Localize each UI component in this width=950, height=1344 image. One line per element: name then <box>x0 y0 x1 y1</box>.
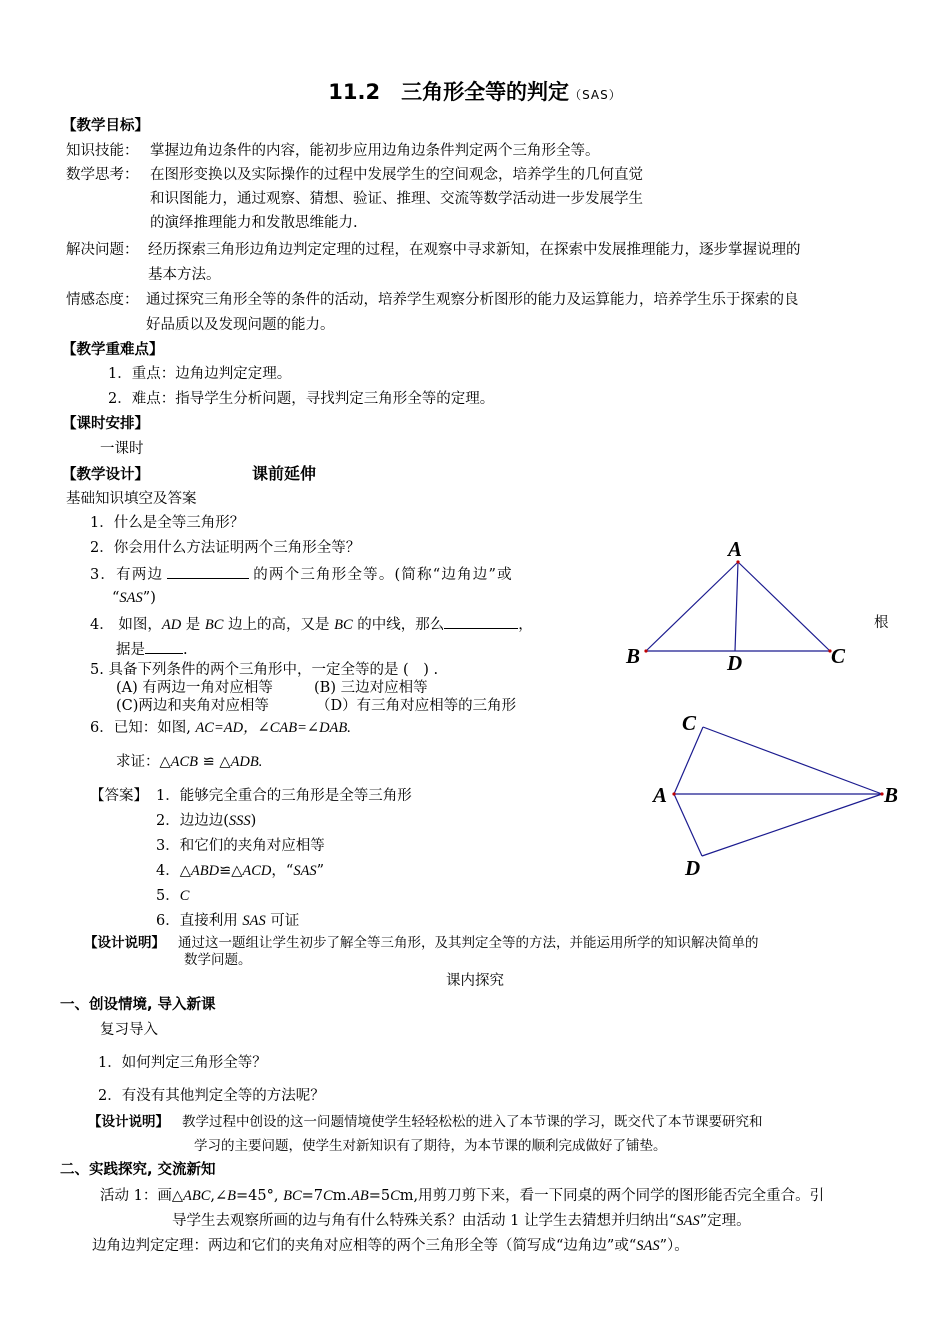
emotion-line1: 通过探究三角形全等的条件的活动，培养学生观察分析图形的能力及运算能力，培养学生乐于探索的良 <box>146 292 799 308</box>
label-d: D <box>685 856 701 880</box>
section-title-preview: 课前延伸 <box>252 464 317 483</box>
problem-line1: 经历探索三角形边角边判定定理的过程，在观察中寻求新知，在探索中发展推理能力，逐步掌握说理的 <box>148 242 801 258</box>
option-a: (A) 有两边一角对应相等 <box>116 680 273 696</box>
answer-1: 1．能够完全重合的三角形是全等三角形 <box>156 788 412 804</box>
keypoint-1: 1．重点：边角边判定定理。 <box>108 366 292 382</box>
question-3: 3．有两边 的两个三角形全等。(简称“边角边”或 <box>90 564 513 584</box>
proof-statement: 求证：△ACB ≌ △ADB. <box>116 754 263 770</box>
question-5: 5. 具备下列条件的两个三角形中，一定全等的是 ( ) . <box>90 662 439 678</box>
schedule-heading: 【课时安排】 <box>62 416 149 432</box>
activity-1-line2: 导学生去观察所画的边与角有什么特殊关系？由活动 1 让学生去猜想并归纳出“SAS”定理。 <box>172 1213 751 1229</box>
activity-1-line1: 活动 1：画△ABC,∠B=45°, BC=7Cm.AB=5Cm,用剪刀剪下来，看一下同桌的两个同学的图形能否完全重合。引 <box>100 1188 825 1204</box>
answer-3: 3．和它们的夹角对应相等 <box>156 838 325 854</box>
design-heading: 【教学设计】 <box>62 467 149 483</box>
label-d: D <box>727 651 743 675</box>
question-1: 1．什么是全等三角形？ <box>90 515 245 531</box>
label-a: A <box>728 537 743 561</box>
emotion-label: 情感态度： <box>66 292 139 308</box>
answer-4: 4．△ABD≌△ACD，“SAS” <box>156 863 325 879</box>
section-2-heading: 二、实践探究, 交流新知 <box>60 1162 216 1178</box>
title-suffix: （SAS） <box>569 88 622 102</box>
keypoint-2: 2．难点：指导学生分析问题，寻找判定三角形全等的定理。 <box>108 391 495 407</box>
label-b: B <box>626 644 641 668</box>
label-c: C <box>831 644 846 668</box>
design-note-2-line1: 教学过程中创设的这一问题情境使学生轻轻松松的进入了本节课的学习，既交代了本节课要研究和 <box>182 1114 763 1130</box>
kite-figure-2 <box>645 705 915 885</box>
design-intro: 基础知识填空及答案 <box>66 491 197 507</box>
label-b: B <box>884 783 899 807</box>
keypoints-heading: 【教学重难点】 <box>62 342 164 358</box>
vertex-a-dot <box>672 792 675 795</box>
question-4: 4． 如图，AD 是 BC 边上的高，又是 BC 的中线，那么 ， <box>90 614 533 634</box>
knowledge-label: 知识技能： <box>66 143 139 159</box>
label-c: C <box>682 711 697 735</box>
option-d: （D）有三角对应相等的三角形 <box>316 698 517 714</box>
review-label: 复习导入 <box>100 1022 158 1038</box>
problem-label: 解决问题： <box>66 242 139 258</box>
inclass-title: 课内探究 <box>446 973 504 989</box>
triangle-abc-lines <box>646 562 830 651</box>
design-note-1-line1: 通过这一题组让学生初步了解全等三角形，及其判定全等的方法，并能运用所学的知识解决简单的 <box>178 935 759 951</box>
design-note-2-line2: 学习的主要问题，使学生对新知识有了期待，为本节课的顺利完成做好了铺垫。 <box>194 1138 667 1154</box>
answer-5: 5．C <box>156 888 190 904</box>
design-note-label-2: 【设计说明】 <box>88 1114 169 1130</box>
knowledge-text: 掌握边角边条件的内容，能初步应用边角边条件判定两个三角形全等。 <box>150 143 600 159</box>
answer-label: 【答案】 <box>90 788 148 804</box>
option-c: (C)两边和夹角对应相等 <box>116 698 269 714</box>
question-4-genju: 根 <box>874 615 889 631</box>
schedule-text: 一课时 <box>100 441 144 457</box>
problem-line2: 基本方法。 <box>148 267 221 283</box>
goals-heading: 【教学目标】 <box>62 118 149 134</box>
answer-6: 6．直接利用 SAS 可证 <box>156 913 300 929</box>
triangle-figure-1 <box>620 535 860 680</box>
label-a: A <box>653 783 668 807</box>
question-4-cont: 据是 . <box>116 639 188 659</box>
section-1-heading: 一、创设情境, 导入新课 <box>60 997 216 1013</box>
review-question-2: 2．有没有其他判定全等的方法呢？ <box>98 1088 325 1104</box>
quadrilateral-lines <box>674 727 882 856</box>
sas-theorem: 边角边判定定理：两边和它们的夹角对应相等的两个三角形全等（简写成“边角边”或“SAS”）。 <box>92 1238 689 1254</box>
math-line3: 的演绎推理能力和发散思维能力. <box>150 215 358 231</box>
math-line2: 和识图能力，通过观察、猜想、验证、推理、交流等数学活动进一步发展学生 <box>150 191 643 207</box>
question-6: 6．已知：如图, AC=AD，∠CAB=∠DAB. <box>90 720 351 736</box>
vertex-b-dot <box>644 649 647 652</box>
math-label: 数学思考： <box>66 167 139 183</box>
page-title: 11.2 三角形全等的判定（SAS） <box>328 80 622 104</box>
question-3-cont: “SAS”) <box>112 590 156 606</box>
design-note-label-1: 【设计说明】 <box>84 935 165 951</box>
math-line1: 在图形变换以及实际操作的过程中发展学生的空间观念，培养学生的几何直觉 <box>150 167 643 183</box>
review-question-1: 1．如何判定三角形全等？ <box>98 1055 267 1071</box>
emotion-line2: 好品质以及发现问题的能力。 <box>146 317 335 333</box>
question-2: 2．你会用什么方法证明两个三角形全等？ <box>90 540 361 556</box>
option-b: (B) 三边对应相等 <box>314 680 428 696</box>
design-note-1-line2: 数学问题。 <box>184 952 252 968</box>
answer-2: 2．边边边(SSS) <box>156 813 257 829</box>
